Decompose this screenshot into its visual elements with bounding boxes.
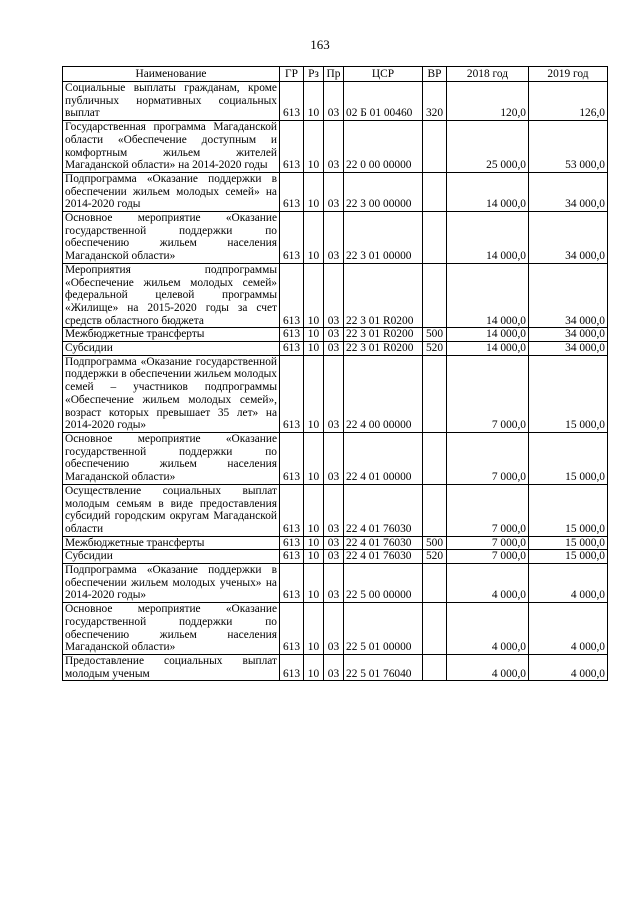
cell-vr xyxy=(423,564,447,603)
header-rz: Рз xyxy=(304,67,324,82)
header-gr: ГР xyxy=(280,67,304,82)
table-body xyxy=(63,82,608,681)
table-row xyxy=(63,484,608,536)
cell-csr: 22 5 01 00000 xyxy=(344,603,423,655)
cell-2019: 53 000,0 xyxy=(529,121,608,173)
table-header-row xyxy=(63,67,608,82)
cell-name: Социальные выплаты гражданам, кроме публичных нормативных социальных выплат xyxy=(63,82,280,121)
cell-pr: 03 xyxy=(324,263,344,328)
cell-gr: 613 xyxy=(280,121,304,173)
table-row xyxy=(63,432,608,484)
cell-csr: 22 3 00 00000 xyxy=(344,172,423,211)
cell-vr xyxy=(423,263,447,328)
cell-vr: 520 xyxy=(423,342,447,356)
cell-rz: 10 xyxy=(304,212,324,264)
cell-name: Основное мероприятие «Оказание государственной поддержки по обеспечению жильем населения Магаданской области» xyxy=(63,432,280,484)
cell-pr: 03 xyxy=(324,564,344,603)
cell-pr: 03 xyxy=(324,603,344,655)
cell-rz: 10 xyxy=(304,564,324,603)
cell-name: Государственная программа Магаданской области «Обеспечение доступным и комфортным жильем жителей Магаданской области» на 2014-2020 годы xyxy=(63,121,280,173)
cell-gr: 613 xyxy=(280,263,304,328)
cell-rz: 10 xyxy=(304,550,324,564)
cell-rz: 10 xyxy=(304,172,324,211)
cell-name: Субсидии xyxy=(63,342,280,356)
cell-pr: 03 xyxy=(324,82,344,121)
cell-pr: 03 xyxy=(324,172,344,211)
cell-2019: 15 000,0 xyxy=(529,355,608,432)
cell-name: Осуществление социальных выплат молодым семьям в виде предоставления субсидий городским округам Магаданской области xyxy=(63,484,280,536)
table-row xyxy=(63,536,608,550)
cell-csr: 22 3 01 00000 xyxy=(344,212,423,264)
cell-csr: 22 4 01 76030 xyxy=(344,550,423,564)
cell-name: Подпрограмма «Оказание государственной поддержки в обеспечении жильем молодых семей – участников подпрограммы «Обеспечение жильем молодых семей», возраст которых превышает 35 лет» на 2014-2020 годы» xyxy=(63,355,280,432)
cell-gr: 613 xyxy=(280,355,304,432)
cell-rz: 10 xyxy=(304,328,324,342)
cell-csr: 02 Б 01 00460 xyxy=(344,82,423,121)
cell-csr: 22 3 01 R0200 xyxy=(344,342,423,356)
cell-gr: 613 xyxy=(280,172,304,211)
cell-pr: 03 xyxy=(324,550,344,564)
cell-pr: 03 xyxy=(324,355,344,432)
cell-vr xyxy=(423,172,447,211)
cell-csr: 22 4 01 76030 xyxy=(344,484,423,536)
header-name: Наименование xyxy=(63,67,280,82)
cell-2018: 25 000,0 xyxy=(447,121,529,173)
cell-2019: 34 000,0 xyxy=(529,342,608,356)
cell-2019: 34 000,0 xyxy=(529,212,608,264)
header-pr: Пр xyxy=(324,67,344,82)
cell-vr: 320 xyxy=(423,82,447,121)
cell-2019: 15 000,0 xyxy=(529,432,608,484)
cell-pr: 03 xyxy=(324,536,344,550)
cell-2018: 120,0 xyxy=(447,82,529,121)
cell-gr: 613 xyxy=(280,536,304,550)
cell-name: Основное мероприятие «Оказание государственной поддержки по обеспечению жильем населения Магаданской области» xyxy=(63,603,280,655)
cell-rz: 10 xyxy=(304,484,324,536)
cell-vr xyxy=(423,355,447,432)
cell-2018: 7 000,0 xyxy=(447,550,529,564)
cell-2019: 15 000,0 xyxy=(529,484,608,536)
cell-gr: 613 xyxy=(280,564,304,603)
table-row xyxy=(63,654,608,680)
cell-2018: 7 000,0 xyxy=(447,536,529,550)
cell-name: Межбюджетные трансферты xyxy=(63,536,280,550)
cell-rz: 10 xyxy=(304,654,324,680)
cell-vr xyxy=(423,212,447,264)
cell-2019: 4 000,0 xyxy=(529,603,608,655)
cell-gr: 613 xyxy=(280,212,304,264)
cell-name: Мероприятия подпрограммы «Обеспечение жильем молодых семей» федеральной целевой программы «Жилище» на 2015-2020 годы за счет средств областного бюджета xyxy=(63,263,280,328)
cell-vr: 500 xyxy=(423,328,447,342)
table-row xyxy=(63,355,608,432)
cell-rz: 10 xyxy=(304,121,324,173)
cell-csr: 22 0 00 00000 xyxy=(344,121,423,173)
cell-pr: 03 xyxy=(324,432,344,484)
cell-2018: 14 000,0 xyxy=(447,328,529,342)
cell-gr: 613 xyxy=(280,603,304,655)
cell-gr: 613 xyxy=(280,82,304,121)
table-row xyxy=(63,342,608,356)
cell-vr: 500 xyxy=(423,536,447,550)
cell-rz: 10 xyxy=(304,355,324,432)
cell-csr: 22 4 01 00000 xyxy=(344,432,423,484)
table-row xyxy=(63,328,608,342)
cell-2019: 4 000,0 xyxy=(529,564,608,603)
table-row xyxy=(63,212,608,264)
cell-2019: 15 000,0 xyxy=(529,550,608,564)
cell-vr xyxy=(423,121,447,173)
table-row xyxy=(63,603,608,655)
cell-gr: 613 xyxy=(280,432,304,484)
cell-vr xyxy=(423,484,447,536)
cell-2019: 15 000,0 xyxy=(529,536,608,550)
cell-vr xyxy=(423,432,447,484)
header-vr: ВР xyxy=(423,67,447,82)
cell-pr: 03 xyxy=(324,342,344,356)
cell-gr: 613 xyxy=(280,328,304,342)
cell-rz: 10 xyxy=(304,432,324,484)
cell-rz: 10 xyxy=(304,82,324,121)
cell-vr: 520 xyxy=(423,550,447,564)
cell-2018: 14 000,0 xyxy=(447,342,529,356)
cell-rz: 10 xyxy=(304,263,324,328)
table-row xyxy=(63,172,608,211)
page-number: 163 xyxy=(310,37,330,52)
cell-name: Подпрограмма «Оказание поддержки в обеспечении жильем молодых семей» на 2014-2020 годы xyxy=(63,172,280,211)
cell-gr: 613 xyxy=(280,342,304,356)
cell-2018: 7 000,0 xyxy=(447,432,529,484)
cell-pr: 03 xyxy=(324,212,344,264)
cell-2018: 14 000,0 xyxy=(447,212,529,264)
table-row xyxy=(63,82,608,121)
cell-pr: 03 xyxy=(324,654,344,680)
cell-name: Подпрограмма «Оказание поддержки в обеспечении жильем молодых ученых» на 2014-2020 годы» xyxy=(63,564,280,603)
cell-csr: 22 3 01 R0200 xyxy=(344,328,423,342)
cell-vr xyxy=(423,603,447,655)
header-2018: 2018 год xyxy=(447,67,529,82)
cell-rz: 10 xyxy=(304,603,324,655)
header-csr: ЦСР xyxy=(344,67,423,82)
cell-2018: 4 000,0 xyxy=(447,654,529,680)
cell-gr: 613 xyxy=(280,654,304,680)
cell-csr: 22 3 01 R0200 xyxy=(344,263,423,328)
cell-name: Основное мероприятие «Оказание государственной поддержки по обеспечению жильем населения Магаданской области» xyxy=(63,212,280,264)
cell-2019: 34 000,0 xyxy=(529,172,608,211)
table-row xyxy=(63,121,608,173)
cell-2019: 34 000,0 xyxy=(529,328,608,342)
cell-rz: 10 xyxy=(304,536,324,550)
cell-name: Межбюджетные трансферты xyxy=(63,328,280,342)
cell-vr xyxy=(423,654,447,680)
cell-2019: 4 000,0 xyxy=(529,654,608,680)
cell-2018: 7 000,0 xyxy=(447,484,529,536)
cell-name: Субсидии xyxy=(63,550,280,564)
cell-2019: 126,0 xyxy=(529,82,608,121)
cell-csr: 22 5 00 00000 xyxy=(344,564,423,603)
table-row xyxy=(63,263,608,328)
cell-name: Предоставление социальных выплат молодым ученым xyxy=(63,654,280,680)
cell-rz: 10 xyxy=(304,342,324,356)
cell-csr: 22 5 01 76040 xyxy=(344,654,423,680)
budget-table xyxy=(62,66,608,681)
cell-2018: 7 000,0 xyxy=(447,355,529,432)
table-row xyxy=(63,550,608,564)
cell-pr: 03 xyxy=(324,328,344,342)
cell-gr: 613 xyxy=(280,484,304,536)
cell-2018: 4 000,0 xyxy=(447,603,529,655)
cell-gr: 613 xyxy=(280,550,304,564)
cell-2018: 4 000,0 xyxy=(447,564,529,603)
cell-pr: 03 xyxy=(324,484,344,536)
header-2019: 2019 год xyxy=(529,67,608,82)
cell-csr: 22 4 00 00000 xyxy=(344,355,423,432)
cell-2018: 14 000,0 xyxy=(447,263,529,328)
table-row xyxy=(63,564,608,603)
cell-2019: 34 000,0 xyxy=(529,263,608,328)
cell-pr: 03 xyxy=(324,121,344,173)
cell-csr: 22 4 01 76030 xyxy=(344,536,423,550)
cell-2018: 14 000,0 xyxy=(447,172,529,211)
